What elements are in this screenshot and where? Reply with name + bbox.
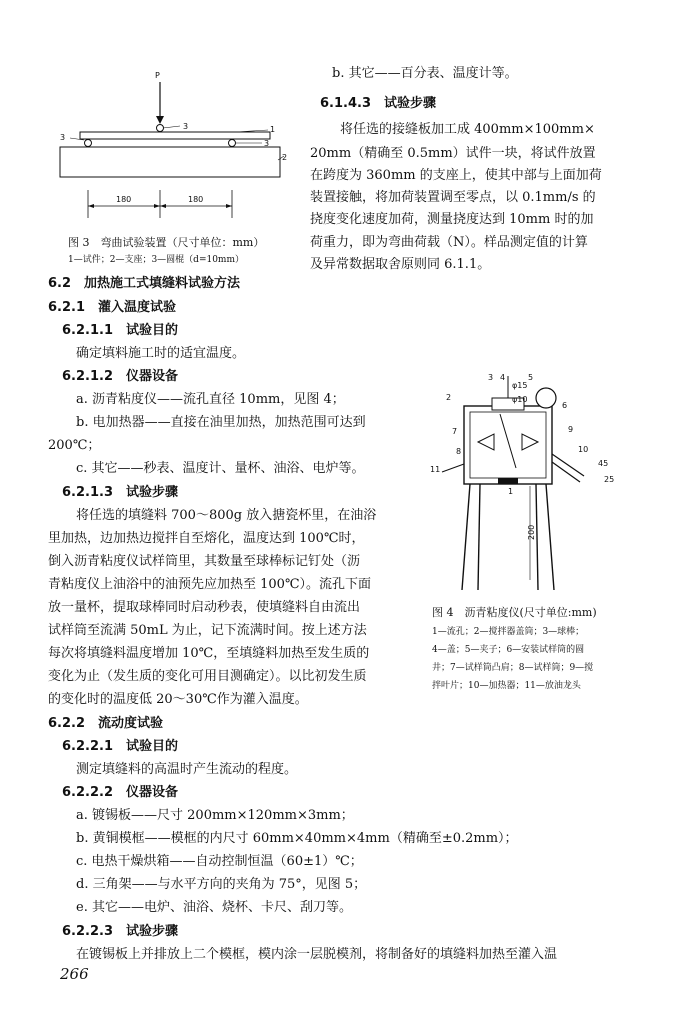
section-heading: 6.2.1.2 仪器设备 — [62, 369, 178, 384]
section-heading: 6.2.1 灌入温度试验 — [48, 300, 177, 315]
section-heading: 6.2.1.3 试验步骤 — [62, 485, 178, 500]
fig4-callout: 7 — [452, 427, 458, 436]
body-line: 每次将填缝料温度增加 10℃，至填缝料加热至发生质的 — [48, 646, 370, 661]
figure-3-legend: 1—试件；2—支座；3—圆棍（d=10mm） — [68, 255, 245, 265]
section-heading: 6.2.2.1 试验目的 — [62, 739, 178, 754]
section-heading: 6.2.1.1 试验目的 — [62, 323, 178, 338]
page-number: 266 — [60, 965, 89, 983]
section-heading: 6.2 加热施工式填缝料试验方法 — [48, 276, 241, 291]
body-line: 在镀锡板上并排放上二个模框，模内涂一层脱模剂，将制备好的填缝料加热至灌入温 — [76, 947, 558, 962]
fig4-callout: 5 — [528, 373, 534, 382]
fig4-callout: 8 — [456, 447, 462, 456]
figure-4-caption: 图 4 沥青粘度仪(尺寸单位:mm) — [432, 606, 597, 619]
body-line: e. 其它——电炉、油浴、烧杯、卡尺、刮刀等。 — [76, 900, 352, 915]
fig3-label-p: P — [155, 71, 160, 80]
figure-4-viscometer — [428, 368, 624, 600]
body-line: 青粘度仪上油浴中的油预先应加热至 100℃）。流孔下面 — [48, 577, 371, 592]
fig4-callout: 9 — [568, 425, 574, 434]
right-col-line: 在跨度为 360mm 的支座上，使其中部与上面加荷 — [310, 168, 602, 183]
fig3-dim: 180 — [188, 195, 204, 204]
body-line: 试样筒至流满 50mL 为止，记下流满时间。按上述方法 — [48, 623, 367, 638]
right-col-line: 荷重力，即为弯曲荷载（N）。样品测定值的计算 — [310, 235, 588, 250]
right-col-line: 挠度变化速度加荷，测量挠度达到 10mm 时的加 — [310, 212, 594, 227]
fig3-dim: 180 — [116, 195, 132, 204]
section-heading: 6.2.2 流动度试验 — [48, 716, 164, 731]
fig4-dim: 25 — [604, 475, 615, 484]
figure-3-bending-apparatus — [50, 68, 300, 240]
figure-4-legend: 1—流孔；2—搅拌器盖筒；3—球棒； — [432, 627, 585, 637]
section-heading: 6.2.2.3 试验步骤 — [62, 924, 178, 939]
figure-4-legend: 井；7—试样筒凸肩；8—试样筒；9—搅 — [432, 663, 594, 673]
fig4-dim: φ15 — [512, 381, 528, 390]
body-line: 将任选的填缝料 700～800g 放入搪瓷杯里，在油浴 — [76, 508, 377, 523]
right-col-line: 及异常数据取舍原则同 6.1.1。 — [310, 257, 491, 272]
figure-4-legend: 拌叶片；10—加热器；11—放油龙头 — [432, 681, 581, 691]
fig3-callout: 1 — [270, 125, 276, 134]
fig3-callout: 3 — [183, 122, 189, 131]
body-line: 的变化时的温度低 20～30℃作为灌入温度。 — [48, 692, 308, 707]
body-line: b. 黄铜模框——模框的内尺寸 60mm×40mm×4mm（精确至±0.2mm）； — [76, 831, 518, 846]
fig3-callout: 3 — [264, 139, 270, 148]
section-heading: 6.2.2.2 仪器设备 — [62, 785, 178, 800]
fig4-dim: 200 — [527, 524, 536, 540]
fig4-dim: 45 — [598, 459, 609, 468]
body-line: 确定填料施工时的适宜温度。 — [76, 346, 246, 361]
body-line: 200℃； — [48, 438, 101, 453]
fig4-callout: 4 — [500, 373, 506, 382]
body-line: c. 电热干燥烘箱——自动控制恒温（60±1）℃； — [76, 854, 363, 869]
figure-4-legend: 4—盖；5—夹子；6—安装试样筒的圆 — [432, 645, 585, 655]
right-col-line: b. 其它——百分表、温度计等。 — [332, 66, 518, 81]
body-line: d. 三角架——与水平方向的夹角为 75°，见图 5； — [76, 877, 367, 892]
fig4-callout: 11 — [430, 465, 441, 474]
body-line: 变化为止（发生质的变化可用目测确定）。以比初发生质 — [48, 669, 367, 684]
fig4-callout: 6 — [562, 401, 568, 410]
fig3-callout: 3 — [60, 133, 66, 142]
body-line: 里加热，边加热边搅拌自至熔化，温度达到 100℃时， — [48, 531, 365, 546]
section-heading: 6.1.4.3 试验步骤 — [320, 96, 436, 111]
fig4-callout: 2 — [446, 393, 452, 402]
body-line: b. 电加热器——直接在油里加热，加热范围可达到 — [76, 415, 366, 430]
body-line: 放一量杯，提取球棒同时启动秒表，使填缝料自由流出 — [48, 600, 361, 615]
figure-3-caption: 图 3 弯曲试验装置（尺寸单位：mm） — [68, 236, 265, 249]
right-col-line: 20mm（精确至 0.5mm）试件一块，将试件放置 — [310, 146, 596, 161]
body-line: a. 镀锡板——尺寸 200mm×120mm×3mm； — [76, 808, 354, 823]
fig4-callout: 3 — [488, 373, 494, 382]
right-col-line: 将任选的接缝板加工成 400mm×100mm× — [340, 122, 595, 137]
body-line: 倒入沥青粘度仪试样筒里，其数量至球棒标记钉处（沥 — [48, 554, 361, 569]
body-line: a. 沥青粘度仪——流孔直径 10mm，见图 4； — [76, 392, 345, 407]
fig4-dim: φ10 — [512, 395, 528, 404]
fig4-callout: 10 — [578, 445, 589, 454]
right-col-line: 装置接触，将加荷装置调至零点，以 0.1mm/s 的 — [310, 190, 596, 205]
body-line: 测定填缝料的高温时产生流动的程度。 — [76, 762, 298, 777]
fig3-callout: 2 — [282, 153, 288, 162]
fig4-callout: 1 — [508, 487, 514, 496]
body-line: c. 其它——秒表、温度计、量杯、油浴、电炉等。 — [76, 461, 365, 476]
